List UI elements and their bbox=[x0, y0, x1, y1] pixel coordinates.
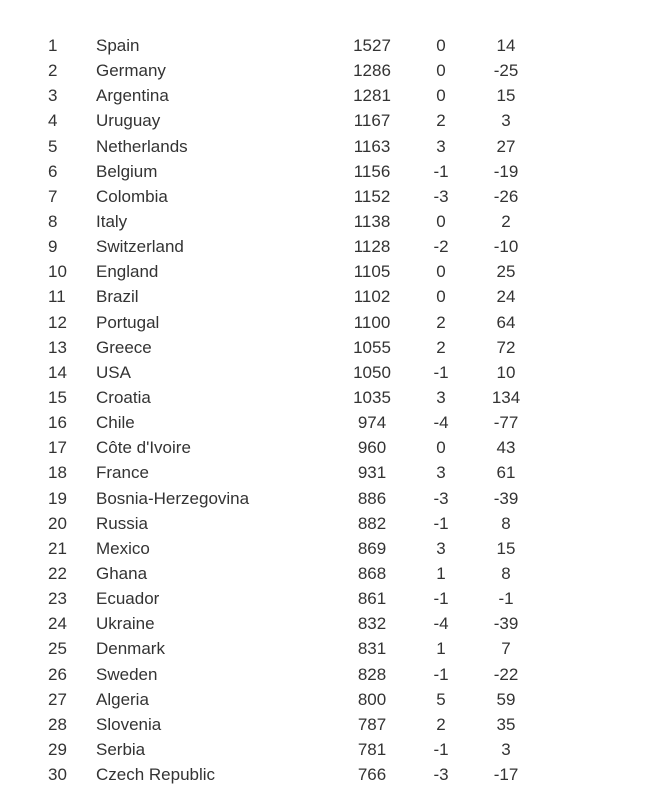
ranking-table-body bbox=[38, 33, 546, 787]
table-row bbox=[38, 586, 546, 611]
team-name-cell: Netherlands bbox=[96, 136, 188, 156]
position-movement-cell: -1 bbox=[433, 362, 449, 382]
position-movement-cell: -4 bbox=[433, 614, 449, 634]
position-movement-cell: 0 bbox=[436, 438, 446, 458]
points-change-cell: -25 bbox=[493, 61, 519, 81]
position-movement-cell: 0 bbox=[436, 287, 446, 307]
points-cell: 831 bbox=[357, 639, 387, 659]
points-change-cell: 24 bbox=[496, 287, 516, 307]
points-change-cell: 43 bbox=[496, 438, 516, 458]
position-movement-cell: -1 bbox=[433, 589, 449, 609]
position-movement-cell: -3 bbox=[433, 765, 449, 785]
team-name-cell: Mexico bbox=[96, 538, 150, 558]
points-change-cell: 15 bbox=[496, 86, 516, 106]
table-row bbox=[38, 611, 546, 636]
points-cell: 1527 bbox=[353, 36, 391, 56]
points-change-cell: 10 bbox=[496, 362, 516, 382]
points-change-cell: 8 bbox=[501, 564, 511, 584]
team-name-cell: Greece bbox=[96, 337, 152, 357]
rank-cell: 15 bbox=[48, 388, 67, 408]
points-change-cell: -39 bbox=[493, 488, 519, 508]
table-row bbox=[38, 159, 546, 184]
team-name-cell: Ukraine bbox=[96, 614, 155, 634]
points-change-cell: -17 bbox=[493, 765, 519, 785]
rank-cell: 8 bbox=[48, 212, 58, 232]
points-cell: 1163 bbox=[353, 136, 391, 156]
rank-cell: 2 bbox=[48, 61, 58, 81]
position-movement-cell: -1 bbox=[433, 161, 449, 181]
points-change-cell: 64 bbox=[496, 312, 516, 332]
points-cell: 832 bbox=[357, 614, 387, 634]
points-cell: 1138 bbox=[353, 212, 391, 232]
points-cell: 1167 bbox=[353, 111, 391, 131]
position-movement-cell: -4 bbox=[433, 413, 449, 433]
table-row bbox=[38, 310, 546, 335]
position-movement-cell: 1 bbox=[436, 564, 446, 584]
points-cell: 1286 bbox=[353, 61, 391, 81]
table-row bbox=[38, 209, 546, 234]
table-row bbox=[38, 83, 546, 108]
position-movement-cell: -1 bbox=[433, 740, 449, 759]
team-name-cell: Bosnia-Herzegovina bbox=[96, 488, 250, 508]
table-row bbox=[38, 561, 546, 586]
table-row bbox=[38, 33, 546, 58]
rank-cell: 19 bbox=[48, 488, 67, 508]
position-movement-cell: 2 bbox=[436, 312, 446, 332]
team-name-cell: Russia bbox=[96, 513, 148, 533]
position-movement-cell: 0 bbox=[436, 86, 446, 106]
rank-cell: 6 bbox=[48, 161, 58, 181]
rank-cell: 10 bbox=[48, 262, 67, 282]
table-row bbox=[38, 108, 546, 133]
table-row bbox=[38, 410, 546, 435]
rank-cell: 28 bbox=[48, 714, 67, 734]
rank-cell: 22 bbox=[48, 564, 67, 584]
points-cell: 1128 bbox=[353, 237, 391, 257]
table-row bbox=[38, 762, 546, 787]
position-movement-cell: -1 bbox=[433, 513, 449, 533]
rank-cell: 30 bbox=[48, 765, 67, 785]
points-cell: 800 bbox=[357, 689, 387, 709]
rank-cell: 21 bbox=[48, 538, 67, 558]
position-movement-cell: -3 bbox=[433, 488, 449, 508]
team-name-cell: Czech Republic bbox=[96, 765, 216, 785]
points-cell: 974 bbox=[357, 413, 387, 433]
position-movement-cell: 0 bbox=[436, 36, 446, 56]
table-row bbox=[38, 737, 546, 762]
points-cell: 931 bbox=[357, 463, 387, 483]
points-cell: 1102 bbox=[353, 287, 391, 307]
team-name-cell: Croatia bbox=[96, 388, 151, 408]
points-cell: 1152 bbox=[353, 186, 391, 206]
team-name-cell: England bbox=[96, 262, 159, 282]
team-name-cell: Algeria bbox=[96, 689, 149, 709]
team-name-cell: Ecuador bbox=[96, 589, 160, 609]
points-change-cell: -26 bbox=[493, 186, 519, 206]
points-change-cell: 134 bbox=[491, 388, 521, 408]
points-change-cell: 7 bbox=[501, 639, 511, 659]
position-movement-cell: 3 bbox=[436, 538, 446, 558]
team-name-cell: France bbox=[96, 463, 149, 483]
table-row bbox=[38, 662, 546, 687]
table-row bbox=[38, 636, 546, 661]
team-name-cell: Brazil bbox=[96, 287, 139, 307]
team-name-cell: Belgium bbox=[96, 161, 158, 181]
points-cell: 787 bbox=[357, 714, 387, 734]
position-movement-cell: 1 bbox=[436, 639, 446, 659]
position-movement-cell: 0 bbox=[436, 262, 446, 282]
team-name-cell: Sweden bbox=[96, 664, 158, 684]
team-name-cell: Serbia bbox=[96, 740, 146, 759]
rank-cell: 25 bbox=[48, 639, 67, 659]
points-cell: 828 bbox=[357, 664, 387, 684]
team-name-cell: Slovenia bbox=[96, 714, 162, 734]
table-row bbox=[38, 460, 546, 485]
table-row bbox=[38, 486, 546, 511]
points-cell: 1035 bbox=[353, 388, 391, 408]
table-row bbox=[38, 511, 546, 536]
table-row bbox=[38, 184, 546, 209]
team-name-cell: Switzerland bbox=[96, 237, 184, 257]
position-movement-cell: 0 bbox=[436, 212, 446, 232]
rank-cell: 9 bbox=[48, 237, 58, 257]
team-name-cell: Uruguay bbox=[96, 111, 161, 131]
points-cell: 1105 bbox=[353, 262, 391, 282]
points-change-cell: 59 bbox=[496, 689, 516, 709]
points-cell: 1156 bbox=[353, 161, 391, 181]
points-change-cell: 35 bbox=[496, 714, 516, 734]
table-row bbox=[38, 234, 546, 259]
points-cell: 882 bbox=[357, 513, 387, 533]
table-row bbox=[38, 385, 546, 410]
points-change-cell: 27 bbox=[496, 136, 516, 156]
team-name-cell: Chile bbox=[96, 413, 135, 433]
points-change-cell: 2 bbox=[501, 212, 511, 232]
points-change-cell: -22 bbox=[493, 664, 519, 684]
points-change-cell: 14 bbox=[496, 36, 516, 56]
team-name-cell: Colombia bbox=[96, 186, 168, 206]
points-change-cell: 61 bbox=[496, 463, 516, 483]
rank-cell: 12 bbox=[48, 312, 67, 332]
table-row bbox=[38, 259, 546, 284]
position-movement-cell: 2 bbox=[436, 337, 446, 357]
points-cell: 1055 bbox=[353, 337, 391, 357]
rank-cell: 29 bbox=[48, 740, 67, 759]
table-row bbox=[38, 360, 546, 385]
rank-cell: 24 bbox=[48, 614, 67, 634]
table-row bbox=[38, 687, 546, 712]
points-change-cell: -39 bbox=[493, 614, 519, 634]
team-name-cell: Portugal bbox=[96, 312, 160, 332]
table-row bbox=[38, 712, 546, 737]
ranking-table bbox=[38, 33, 546, 787]
points-change-cell: 72 bbox=[496, 337, 516, 357]
rank-cell: 7 bbox=[48, 186, 58, 206]
points-cell: 1050 bbox=[353, 362, 391, 382]
table-row bbox=[38, 335, 546, 360]
team-name-cell: USA bbox=[96, 362, 131, 382]
rank-cell: 11 bbox=[48, 287, 66, 307]
rank-cell: 16 bbox=[48, 413, 67, 433]
points-change-cell: 3 bbox=[501, 740, 511, 759]
points-change-cell: -19 bbox=[493, 161, 519, 181]
position-movement-cell: 3 bbox=[436, 136, 446, 156]
position-movement-cell: 5 bbox=[436, 689, 446, 709]
rank-cell: 5 bbox=[48, 136, 58, 156]
rank-cell: 18 bbox=[48, 463, 67, 483]
points-cell: 1281 bbox=[353, 86, 391, 106]
team-name-cell: Ghana bbox=[96, 564, 148, 584]
rank-cell: 4 bbox=[48, 111, 58, 131]
points-cell: 869 bbox=[357, 538, 387, 558]
rank-cell: 20 bbox=[48, 513, 67, 533]
rank-cell: 23 bbox=[48, 589, 67, 609]
points-cell: 868 bbox=[357, 564, 387, 584]
points-cell: 781 bbox=[357, 740, 387, 759]
position-movement-cell: -1 bbox=[433, 664, 449, 684]
team-name-cell: Denmark bbox=[96, 639, 165, 659]
position-movement-cell: 3 bbox=[436, 388, 446, 408]
team-name-cell: Côte d'Ivoire bbox=[96, 438, 191, 458]
points-cell: 861 bbox=[357, 589, 387, 609]
rank-cell: 1 bbox=[48, 36, 58, 56]
rank-cell: 17 bbox=[48, 438, 67, 458]
points-change-cell: -77 bbox=[493, 413, 519, 433]
position-movement-cell: 3 bbox=[436, 463, 446, 483]
team-name-cell: Argentina bbox=[96, 86, 169, 106]
rank-cell: 27 bbox=[48, 689, 67, 709]
team-name-cell: Spain bbox=[96, 36, 140, 56]
points-change-cell: -10 bbox=[493, 237, 519, 257]
position-movement-cell: 0 bbox=[436, 61, 446, 81]
rank-cell: 26 bbox=[48, 664, 67, 684]
position-movement-cell: 2 bbox=[436, 111, 446, 131]
rank-cell: 13 bbox=[48, 337, 67, 357]
points-cell: 1100 bbox=[353, 312, 391, 332]
position-movement-cell: -2 bbox=[433, 237, 449, 257]
points-cell: 886 bbox=[357, 488, 387, 508]
table-row bbox=[38, 134, 546, 159]
points-change-cell: 8 bbox=[501, 513, 511, 533]
points-change-cell: -1 bbox=[498, 589, 514, 609]
table-row bbox=[38, 284, 546, 309]
position-movement-cell: 2 bbox=[436, 714, 446, 734]
table-row bbox=[38, 58, 546, 83]
points-change-cell: 15 bbox=[496, 538, 516, 558]
team-name-cell: Germany bbox=[96, 61, 166, 81]
position-movement-cell: -3 bbox=[433, 186, 449, 206]
points-cell: 960 bbox=[357, 438, 387, 458]
table-row bbox=[38, 536, 546, 561]
points-cell: 766 bbox=[357, 765, 387, 785]
table-row bbox=[38, 435, 546, 460]
rank-cell: 3 bbox=[48, 86, 58, 106]
points-change-cell: 3 bbox=[501, 111, 511, 131]
team-name-cell: Italy bbox=[96, 212, 128, 232]
points-change-cell: 25 bbox=[496, 262, 516, 282]
rank-cell: 14 bbox=[48, 362, 67, 382]
